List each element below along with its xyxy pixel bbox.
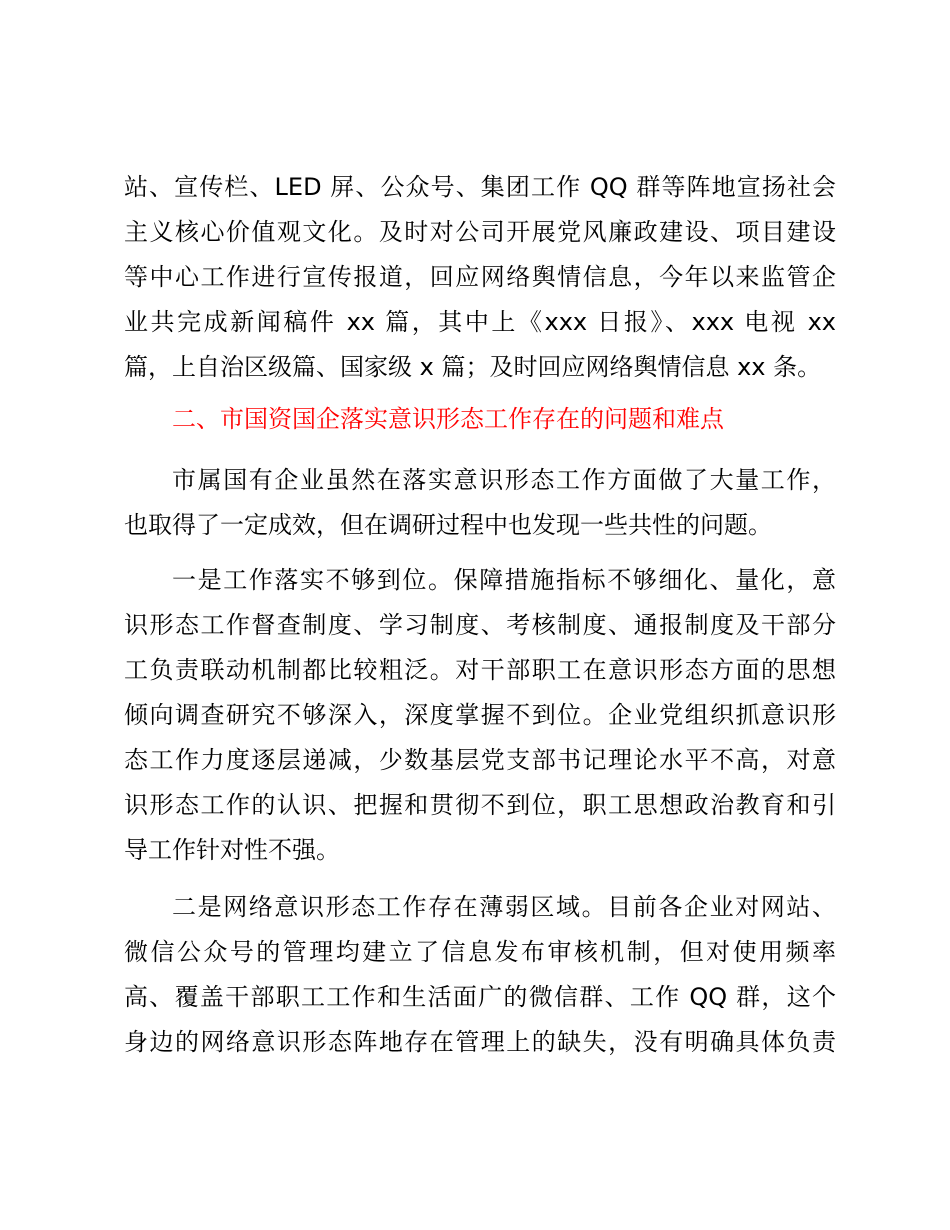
paragraph-line: 倾向调查研究不够深入，深度掌握不到位。企业党组织抓意识形 — [124, 701, 836, 729]
paragraph-line: 也取得了一定成效，但在调研过程中也发现一些共性的问题。 — [124, 511, 772, 539]
paragraph-line: 业共完成新闻稿件 xx 篇，其中上《xxx 日报》、xxx 电视 xx — [124, 308, 836, 336]
section-heading: 二、市国资国企落实意识形态工作存在的问题和难点 — [172, 405, 724, 433]
paragraph-line: 身边的网络意识形态阵地存在管理上的缺失，没有明确具体负责 — [124, 1028, 836, 1056]
paragraph-line: 二是网络意识形态工作存在薄弱区域。目前各企业对网站、 — [172, 893, 836, 921]
paragraph-line: 工负责联动机制都比较粗泛。对干部职工在意识形态方面的思想 — [124, 656, 836, 684]
paragraph-line: 等中心工作进行宣传报道，回应网络舆情信息，今年以来监管企 — [124, 263, 836, 291]
paragraph-line: 站、宣传栏、LED 屏、公众号、集团工作 QQ 群等阵地宣扬社会 — [124, 173, 836, 201]
paragraph-line: 主义核心价值观文化。及时对公司开展党风廉政建设、项目建设 — [124, 218, 836, 246]
paragraph-line: 市属国有企业虽然在落实意识形态工作方面做了大量工作， — [172, 466, 836, 494]
paragraph-line: 导工作针对性不强。 — [124, 836, 340, 864]
paragraph-line: 识形态工作督查制度、学习制度、考核制度、通报制度及干部分 — [124, 611, 836, 639]
paragraph-line: 高、覆盖干部职工工作和生活面广的微信群、工作 QQ 群，这个 — [124, 983, 836, 1011]
paragraph-line: 篇，上自治区级篇、国家级 x 篇；及时回应网络舆情信息 xx 条。 — [124, 353, 822, 381]
paragraph-line: 一是工作落实不够到位。保障措施指标不够细化、量化，意 — [172, 566, 836, 594]
paragraph-line: 微信公众号的管理均建立了信息发布审核机制，但对使用频率 — [124, 938, 836, 966]
paragraph-line: 识形态工作的认识、把握和贯彻不到位，职工思想政治教育和引 — [124, 791, 836, 819]
paragraph-line: 态工作力度逐层递减，少数基层党支部书记理论水平不高，对意 — [124, 746, 836, 774]
